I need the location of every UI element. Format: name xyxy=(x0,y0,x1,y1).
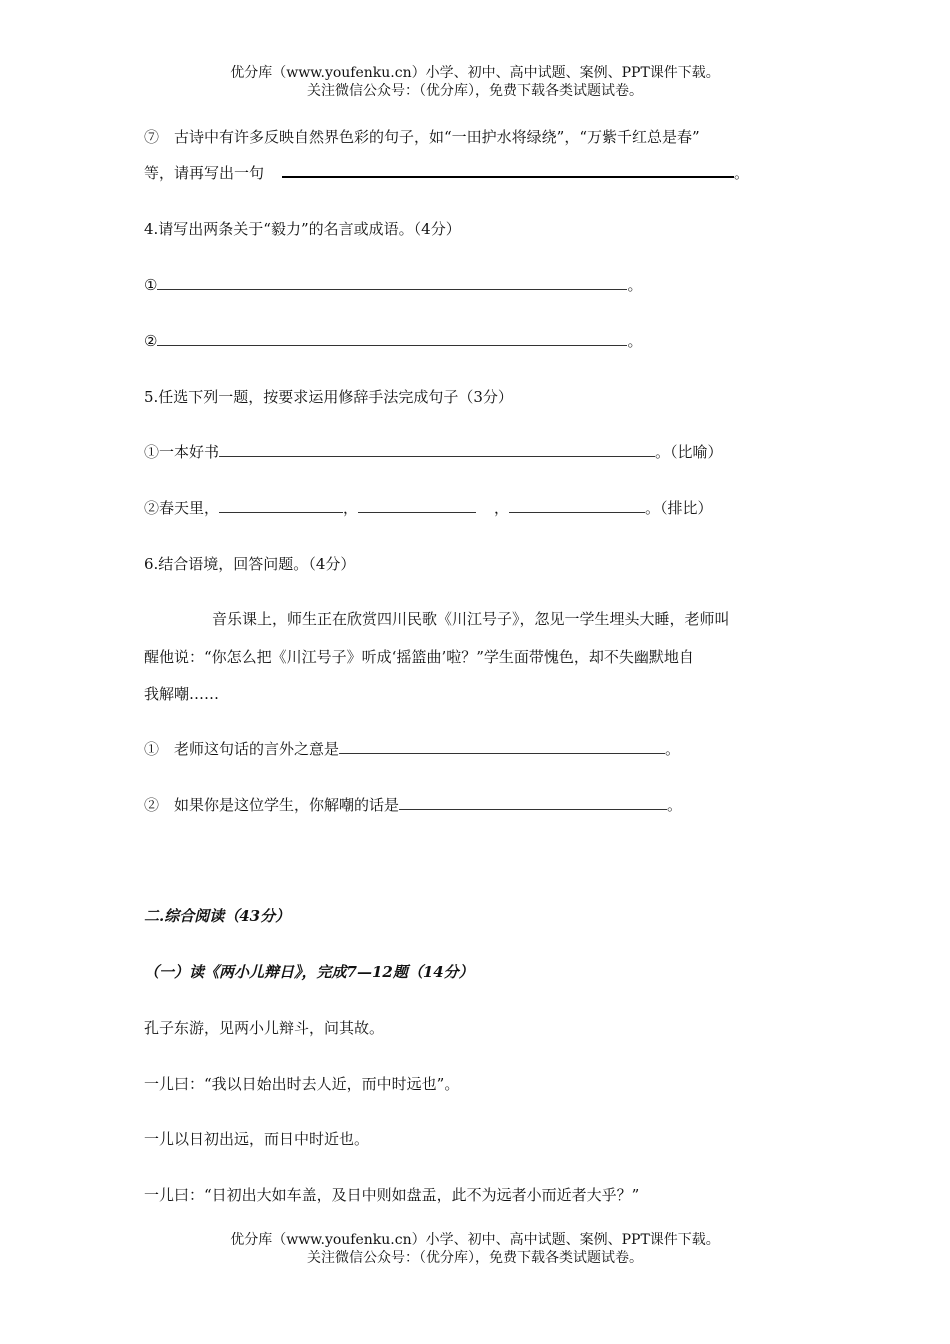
section2-title: 二.综合阅读（43分） xyxy=(144,907,291,925)
q5-item1-prefix: ①一本好书 xyxy=(144,443,220,461)
passage-line: 一儿曰：“我以日始出时去人近，而中时远也”。 xyxy=(144,1075,460,1093)
q4-item1 xyxy=(144,274,642,296)
q6-passage-line3: 我解嘲…… xyxy=(144,685,220,703)
q6-item2 xyxy=(144,794,682,816)
q6-item1-prompt: ① 老师这句话的言外之意是 xyxy=(144,740,340,758)
answer-blank[interactable] xyxy=(509,498,645,513)
answer-blank[interactable] xyxy=(219,442,655,457)
section2-sub1: （一）读《两小儿辩日》，完成7—12题（14分） xyxy=(144,963,474,981)
answer-blank[interactable] xyxy=(157,331,627,346)
q5-title: 5.任选下列一题，按要求运用修辞手法完成句子（3分） xyxy=(144,388,513,406)
q6-item1 xyxy=(144,738,680,760)
q4-title: 4.请写出两条关于“毅力”的名言或成语。（4分） xyxy=(144,220,461,238)
q5-item1-suffix: 。（比喻） xyxy=(655,443,723,461)
q3-item7-line1: ⑦ 古诗中有许多反映自然界色彩的句子，如“一田护水将绿绕”，“万紫千红总是春” xyxy=(144,128,700,146)
q4-item1-marker: ① xyxy=(144,276,158,294)
q6-passage-line1: 音乐课上，师生正在欣赏四川民歌《川江号子》，忽见一学生埋头大睡，老师叫 xyxy=(212,610,730,628)
q5-item2 xyxy=(144,497,713,519)
footer-line-2: 关注微信公众号：（优分库），免费下载各类试题试卷。 xyxy=(307,1250,643,1266)
answer-blank[interactable] xyxy=(358,498,476,513)
passage-line: 一儿曰：“日初出大如车盖，及日中则如盘盂，此不为远者小而近者大乎？” xyxy=(144,1186,640,1204)
q6-passage-line2: 醒他说：“你怎么把《川江号子》听成‘摇篮曲’啦？”学生面带愧色，却不失幽默地自 xyxy=(144,648,694,666)
comma: ， xyxy=(343,499,359,517)
header-line-1: 优分库（www.youfenku.cn）小学、初中、高中试题、案例、PPT课件下载。 xyxy=(230,65,720,81)
answer-blank[interactable] xyxy=(219,498,343,513)
answer-blank[interactable] xyxy=(399,795,667,810)
q6-item2-prompt: ② 如果你是这位学生，你解嘲的话是 xyxy=(144,796,400,814)
passage-line: 孔子东游，见两小儿辩斗，问其故。 xyxy=(144,1019,385,1037)
passage-line: 一儿以日初出远，而日中时近也。 xyxy=(144,1130,370,1148)
q5-item1 xyxy=(144,441,723,463)
q4-item2 xyxy=(144,330,642,352)
answer-blank[interactable] xyxy=(339,739,665,754)
answer-blank[interactable] xyxy=(282,162,734,178)
answer-blank[interactable] xyxy=(157,275,627,290)
q5-item2-suffix: 。（排比） xyxy=(645,499,713,517)
period: 。 xyxy=(665,740,681,758)
q3-item7-line2 xyxy=(144,162,749,184)
period: 。 xyxy=(734,164,750,182)
comma: ， xyxy=(494,499,510,517)
footer-line-1: 优分库（www.youfenku.cn）小学、初中、高中试题、案例、PPT课件下载。 xyxy=(230,1232,720,1248)
period: 。 xyxy=(667,796,683,814)
q5-item2-prefix: ②春天里， xyxy=(144,499,220,517)
q6-title: 6.结合语境，回答问题。（4分） xyxy=(144,555,356,573)
q3-item7-prefix: 等，请再写出一句 xyxy=(144,164,265,182)
period: 。 xyxy=(627,332,643,350)
q4-item2-marker: ② xyxy=(144,332,158,350)
period: 。 xyxy=(627,276,643,294)
header-line-2: 关注微信公众号：（优分库），免费下载各类试题试卷。 xyxy=(307,83,643,99)
